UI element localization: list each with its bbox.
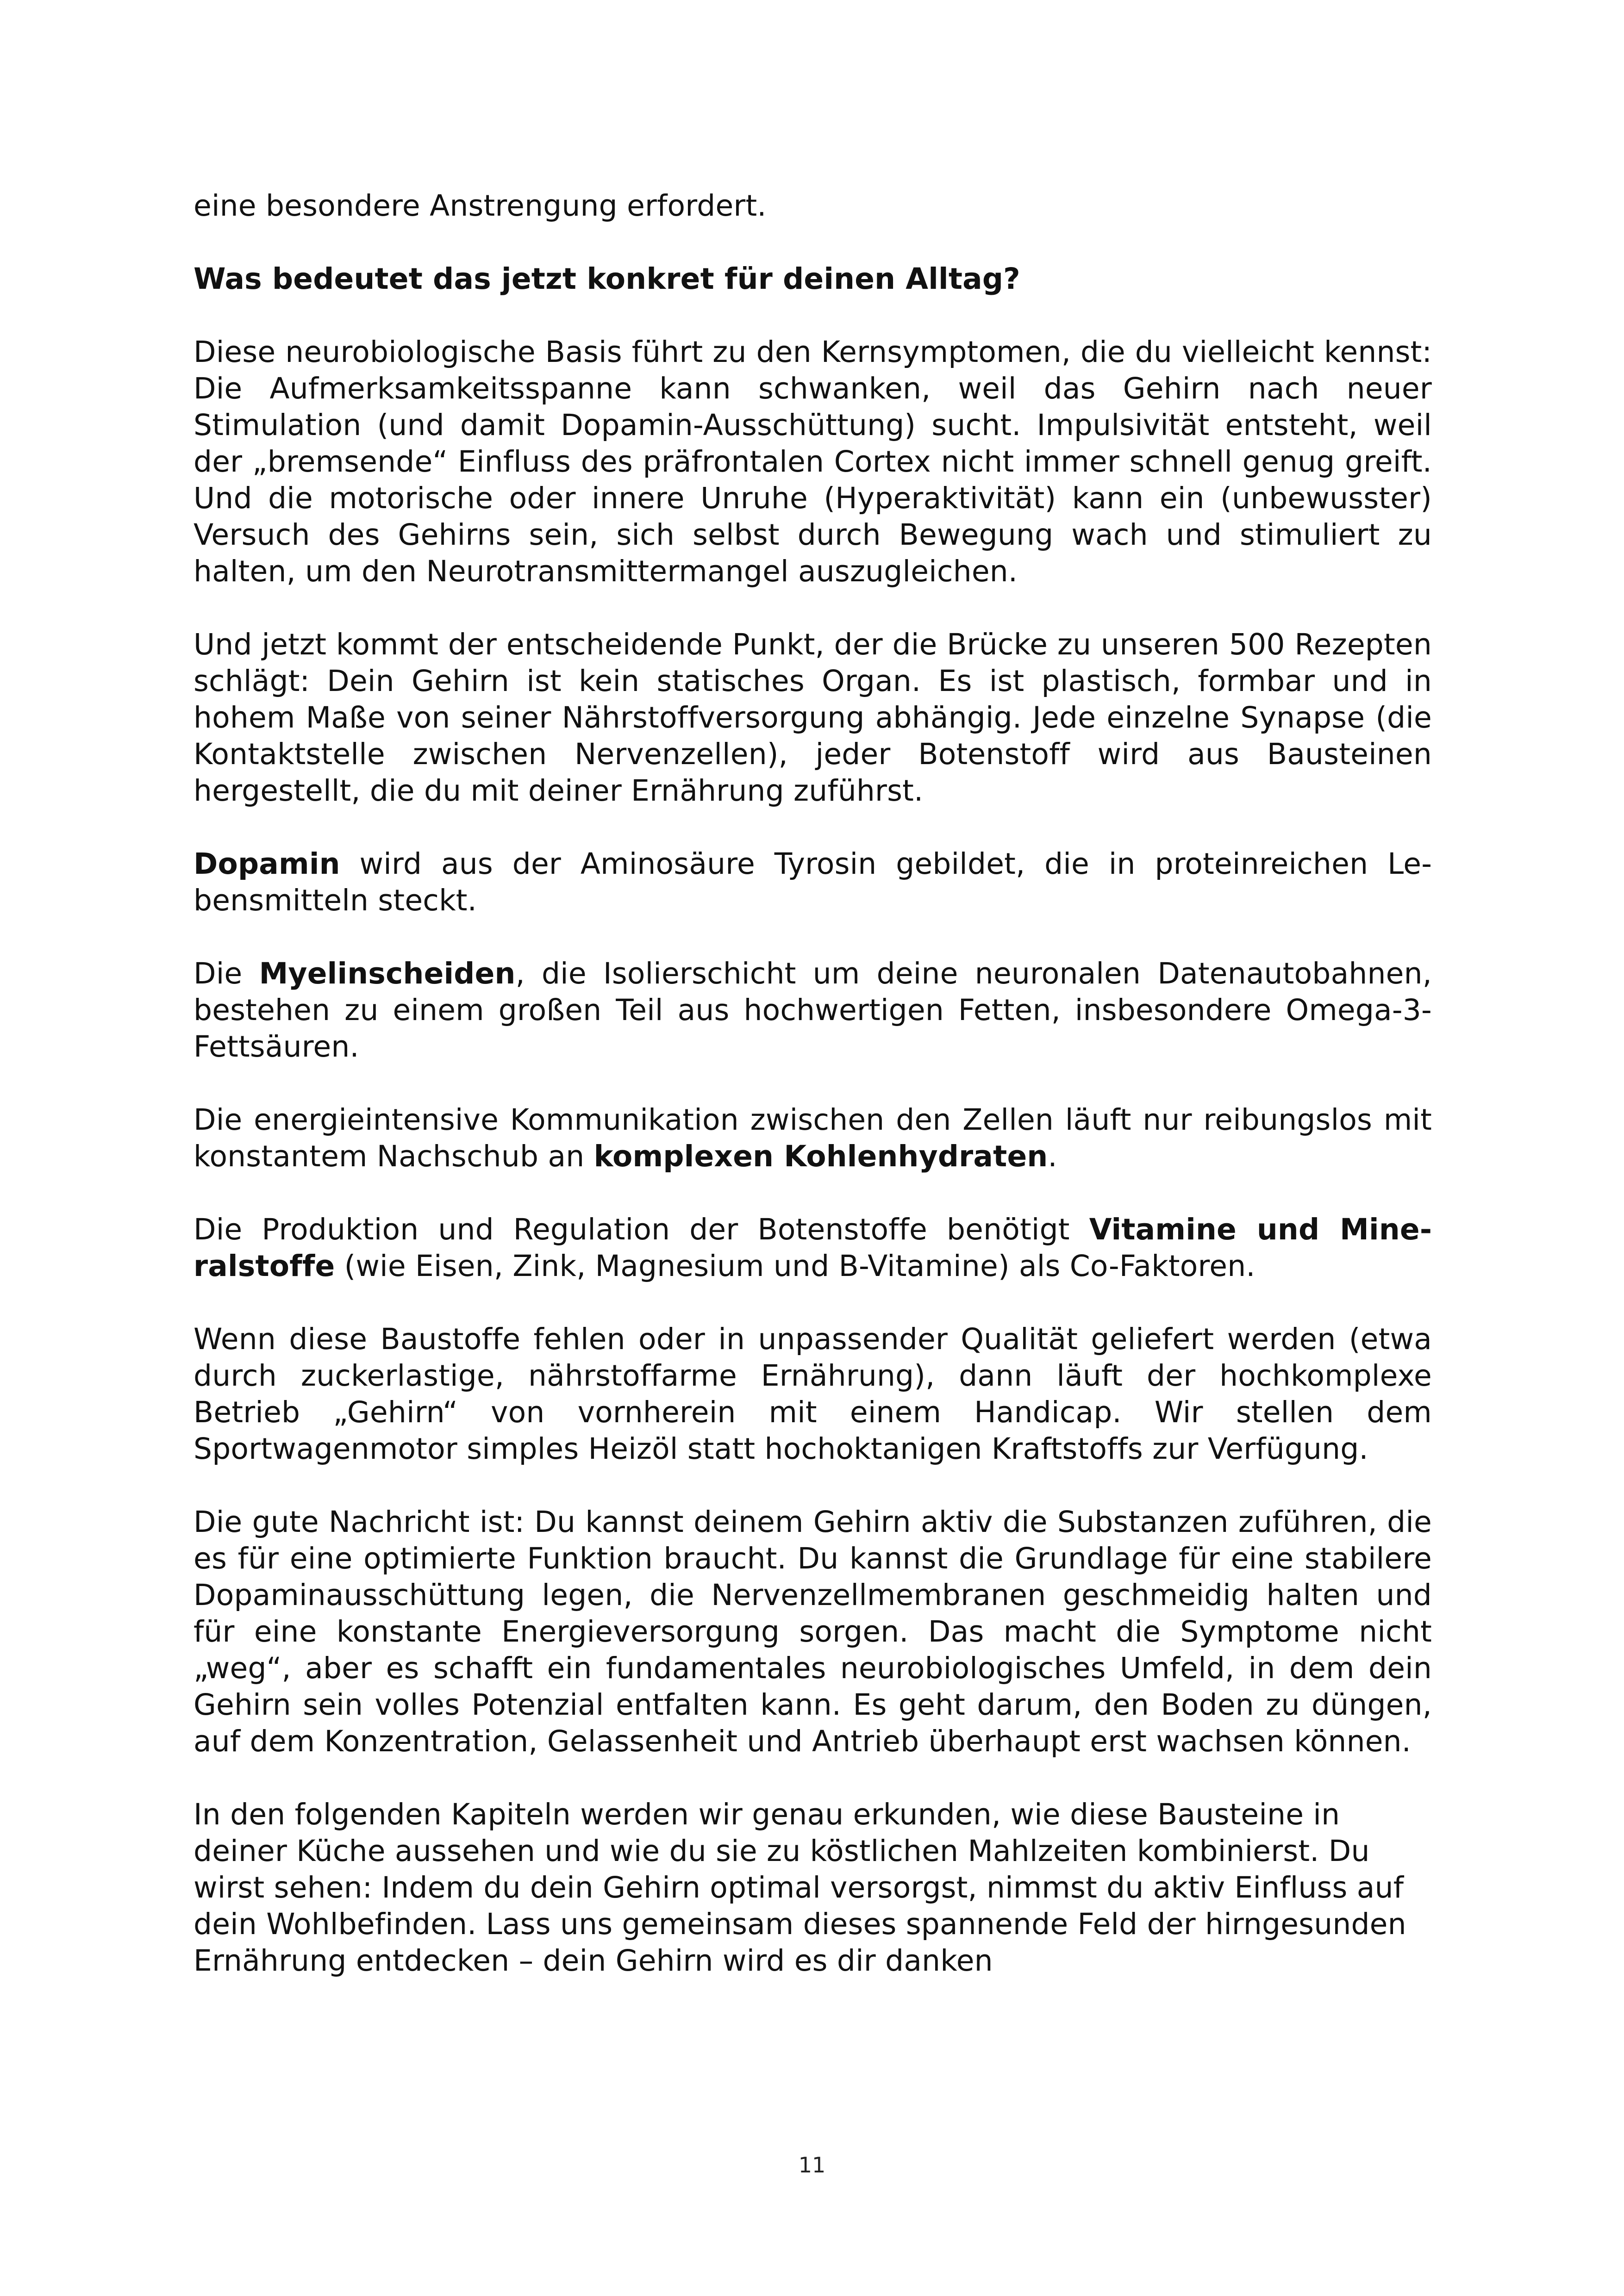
term-vitamins: Vitamine und Mineralstoffe <box>194 1213 1432 1283</box>
paragraph-myelin <box>194 955 1432 1065</box>
paragraph-vitamins-lead: Die Produktion und Regulation der Botenstoffe benötigt <box>194 1213 1089 1246</box>
paragraph-outlook: In den folgenden Kapiteln werden wir genau erkunden, wie diese Bausteine in deiner Küche aussehen und wie du sie zu köstlichen Mahlzeiten kombinierst. Du wirst sehen: Indem du dein Gehirn optimal versorgst, nimmst du aktiv Einfluss auf dein Wohlbefinden. Lass uns gemeinsam dieses spannende Feld der hirngesunden Ernährung entdecken – dein Gehirn wird es dir danken <box>194 1798 1406 1978</box>
paragraph-good-news: Die gute Nachricht ist: Du kannst deinem Gehirn aktiv die Substanzen zuführen, die es für eine optimierte Funktion braucht. Du kannst die Grundlage für eine stabilere Dopaminausschüttung legen, die Nervenzellmembranen geschmeidig halten und für eine konstante Energieversorgung sorgen. Das macht die Symptome nicht „weg“, aber es schafft ein fundamentales neurobiologisches Umfeld, in dem dein Gehirn sein volles Potenzial entfalten kann. Es geht darum, den Boden zu düngen, auf dem Konzentration, Gelassenheit und Antrieb überhaupt erst wachsen können. <box>194 1505 1432 1758</box>
paragraph-deficit: Wenn diese Baustoffe fehlen oder in unpassender Qualität geliefert werden (etwa durch zuckerlastige, nährstoffarme Ernährung), dann läuft der hochkomplexe Betrieb „Gehirn“ von vornherein mit einem Handicap. Wir stellen dem Sportwagenmotor simples Heizöl statt hochoktanigen Kraftstoffs zur Verfügung. <box>194 1322 1432 1466</box>
paragraph-bridge: Und jetzt kommt der entscheidende Punkt, der die Brücke zu unseren 500 Rezepten schlägt: Dein Gehirn ist kein statisches Organ. Es ist plastisch, formbar und in hohem Maße von seiner Nährstoffversorgung abhängig. Jede einzelne Synapse (die Kontaktstelle zwischen Nervenzellen), jeder Botenstoff wird aus Bausteinen hergestellt, die du mit deiner Ernährung zuführst. <box>194 628 1432 808</box>
paragraph-vitamins <box>194 1211 1432 1284</box>
paragraph-vitamins-text: (wie Eisen, Zink, Magnesium und B-Vitamine) als Co-Faktoren. <box>335 1249 1255 1283</box>
paragraph-carbs-lead: Die energieintensive Kommunikation zwischen den Zellen läuft nur reibungslos mit konstantem Nachschub an <box>194 1103 1432 1173</box>
term-carbs: komplexen Kohlenhydraten <box>593 1139 1048 1173</box>
paragraph-dopamine-text: wird aus der Aminosäure Tyrosin gebildet, die in proteinreichen Lebensmitteln steckt. <box>194 847 1432 917</box>
body-text <box>194 187 1432 2016</box>
section-heading: Was bedeutet das jetzt konkret für deinen Alltag? <box>194 262 1020 296</box>
paragraph-carbs-text: . <box>1048 1139 1057 1173</box>
term-myelin: Myelinscheiden <box>259 957 516 990</box>
paragraph-carbs <box>194 1101 1432 1175</box>
paragraph-myelin-lead: Die <box>194 957 259 990</box>
page-number: 11 <box>798 2153 826 2178</box>
paragraph-myelin-text: , die Isolierschicht um deine neuronalen Datenautobahnen, bestehen zu einem großen Teil aus hochwertigen Fetten, insbesondere Omega-3-Fettsäuren. <box>194 957 1432 1064</box>
term-dopamine: Dopamin <box>194 847 340 881</box>
paragraph-symptoms: Diese neurobiologische Basis führt zu den Kernsymptomen, die du vielleicht kennst: Die Aufmerksamkeitsspanne kann schwanken, weil das Gehirn nach neuer Stimulation (und damit Dopamin-Ausschüttung) sucht. Impulsivität entsteht, weil der „bremsende“ Einfluss des präfrontalen Cortex nicht immer schnell genug greift. Und die motorische oder innere Unruhe (Hyperaktivität) kann ein (unbewusster) Versuch des Gehirns sein, sich selbst durch Bewegung wach und stimuliert zu halten, um den Neurotransmittermangel auszugleichen. <box>194 335 1432 588</box>
intro-line: eine besondere Anstrengung erfordert. <box>194 189 767 223</box>
paragraph-dopamine <box>194 846 1432 919</box>
